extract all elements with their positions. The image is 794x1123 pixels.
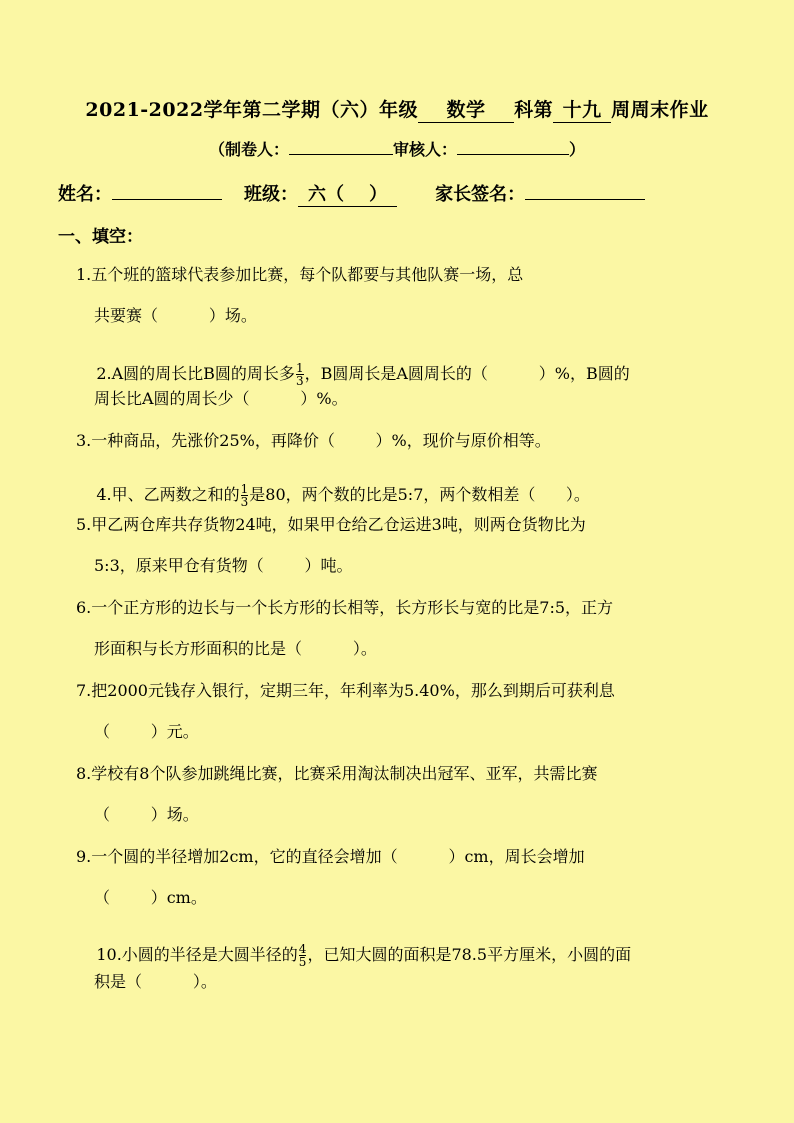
question-2-line-2: 周长比A圆的周长少（ ）%。 (94, 389, 348, 408)
fraction-numerator: 1 (295, 361, 304, 375)
fraction-denominator: 3 (295, 374, 304, 388)
fraction-one-third (241, 483, 249, 508)
parent-signature-field[interactable] (525, 198, 645, 200)
question-1-line-1: 1.五个班的篮球代表参加比赛，每个队都要与其他队赛一场，总 (76, 265, 524, 284)
subject-blank: 数学 (418, 95, 514, 123)
question-6-line-1: 6.一个正方形的边长与一个长方形的长相等，长方形长与宽的比是7:5，正方 (76, 598, 614, 617)
question-7-line-2: （ ）元。 (94, 722, 199, 741)
question-5-line-2: 5:3，原来甲仓有货物（ ）吨。 (94, 556, 353, 575)
reviewer-field[interactable] (457, 153, 569, 155)
class-field[interactable]: 六（ ） (298, 180, 397, 207)
question-10-text-b: ，已知大圆的面积是78.5平方厘米，小圆的面 (307, 945, 632, 964)
parent-signature-label: 家长签名： (435, 184, 526, 205)
question-2-text-a: 2.A圆的周长比B圆的周长多 (96, 364, 295, 383)
question-1-line-2: 共要赛（ ）场。 (94, 306, 257, 325)
fraction-numerator: 1 (240, 482, 249, 496)
student-info-line (58, 180, 645, 207)
question-5-line-1: 5.甲乙两仓库共存货物24吨，如果甲仓给乙仓运进3吨，则两仓货物比为 (76, 515, 586, 534)
question-7-line-1: 7.把2000元钱存入银行，定期三年，年利率为5.40%，那么到期后可获利息 (76, 681, 615, 700)
maker-label: （制卷人： (208, 140, 289, 159)
week-blank: 十九 (553, 95, 611, 123)
question-2-text-b: ，B圆周长是A圆周长的（ ）%，B圆的 (304, 364, 630, 383)
fraction-four-fifths (299, 943, 307, 968)
page-title (0, 95, 794, 123)
section-heading: 一、填空： (58, 227, 143, 247)
fraction-denominator: 3 (240, 495, 249, 509)
question-6-line-2: 形面积与长方形面积的比是（ ）。 (94, 639, 377, 658)
name-field[interactable] (112, 198, 222, 200)
question-4-text-b: 是80，两个数的比是5:7，两个数相差（ ）。 (249, 485, 590, 504)
question-10-text-a: 10.小圆的半径是大圆半径的 (96, 945, 298, 964)
maker-field[interactable] (289, 153, 393, 155)
close-paren: ） (569, 140, 586, 159)
reviewer-label: 审核人： (392, 140, 457, 159)
name-label: 姓名： (58, 184, 112, 205)
question-9-line-1: 9.一个圆的半径增加2cm，它的直径会增加（ ）cm，周长会增加 (76, 847, 585, 866)
title-suffix: 周周末作业 (611, 99, 709, 121)
fraction-numerator: 4 (298, 942, 307, 956)
question-3-line-1: 3.一种商品，先涨价25%，再降价（ ）%，现价与原价相等。 (76, 431, 551, 450)
class-label: 班级： (244, 184, 298, 205)
fraction-one-third (296, 362, 304, 387)
question-10-line-2: 积是（ ）。 (94, 972, 217, 991)
question-9-line-2: （ ）cm。 (94, 888, 207, 907)
title-mid: 科第 (514, 99, 554, 121)
question-8-line-2: （ ）场。 (94, 805, 199, 824)
maker-reviewer-line (0, 137, 794, 160)
title-prefix: 2021-2022学年第二学期（六）年级 (85, 99, 419, 121)
fraction-denominator: 5 (298, 955, 307, 969)
question-4-text-a: 4.甲、乙两数之和的 (96, 485, 240, 504)
question-8-line-1: 8.学校有8个队参加跳绳比赛，比赛采用淘汰制决出冠军、亚军，共需比赛 (76, 764, 598, 783)
